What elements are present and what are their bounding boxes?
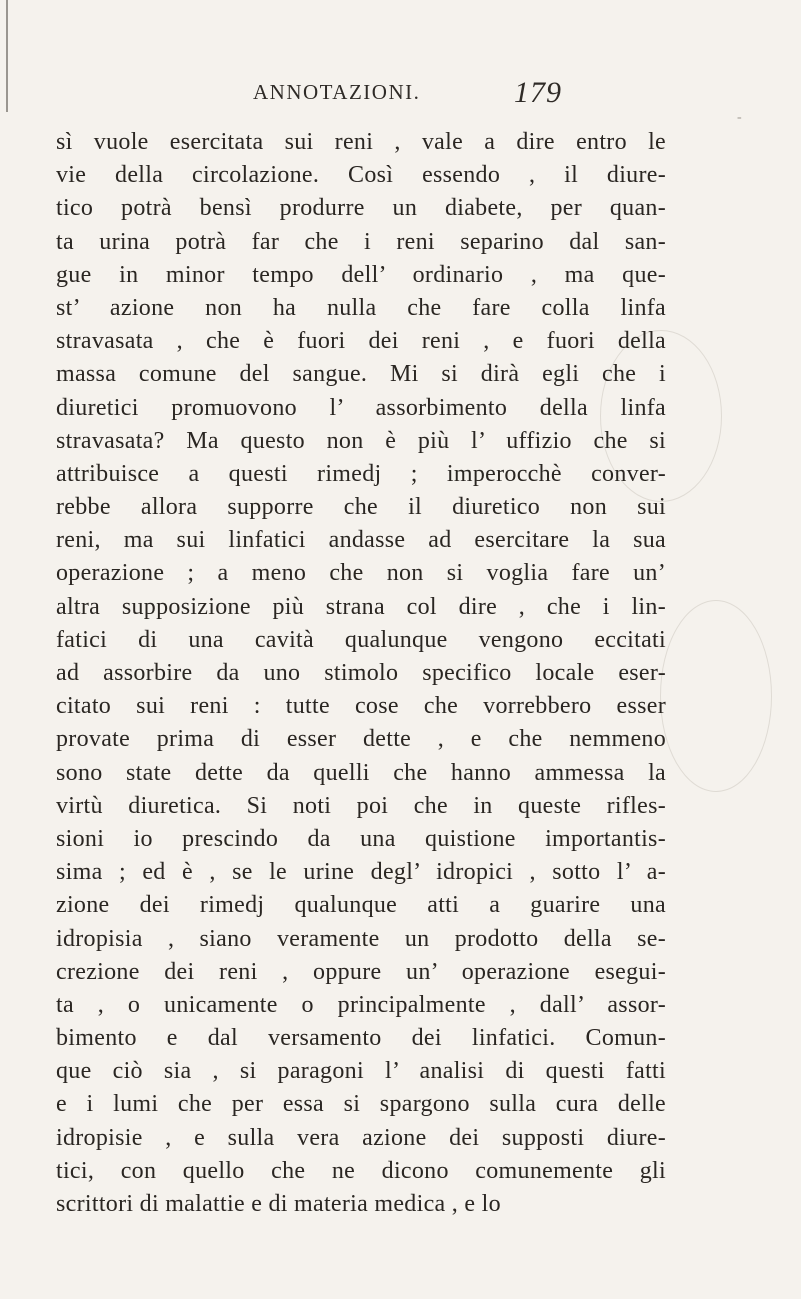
text-line: fatici di una cavità qualunque vengono eccitati (56, 626, 666, 653)
text-line: massa comune del sangue. Mi si dirà egli che i (56, 361, 666, 388)
text-line: que ciò sia , si paragoni l’ analisi di questi fatti (56, 1058, 666, 1085)
text-line: reni, ma sui linfatici andasse ad esercitare la sua (56, 527, 666, 554)
margin-mark: - (737, 110, 742, 125)
text-line: scrittori di malattie e di materia medica , e lo (56, 1191, 501, 1217)
text-line: sioni io prescindo da una quistione importantis- (56, 825, 666, 852)
page-number: 179 (514, 76, 562, 109)
text-line: bimento e dal versamento dei linfatici. Comun- (56, 1025, 666, 1052)
page-header (0, 76, 801, 120)
text-line: crezione dei reni , oppure un’ operazione esegui- (56, 958, 666, 985)
text-line: st’ azione non ha nulla che fare colla linfa (56, 294, 666, 321)
text-line: sima ; ed è , se le urine degl’ idropici , sotto l’ a- (56, 859, 666, 886)
body-text (56, 126, 666, 1221)
running-title: ANNOTAZIONI. (253, 80, 421, 104)
text-line: virtù diuretica. Si noti poi che in queste rifles- (56, 792, 666, 819)
text-line: vie della circolazione. Così essendo , il diure- (56, 162, 666, 189)
text-line: diuretici promuovono l’ assorbimento della linfa (56, 394, 666, 421)
text-line: ta urina potrà far che i reni separino dal san- (56, 228, 666, 255)
text-line: stravasata? Ma questo non è più l’ uffizio che si (56, 427, 666, 454)
text-line: gue in minor tempo dell’ ordinario , ma que- (56, 261, 666, 288)
text-line: idropisia , siano veramente un prodotto della se- (56, 925, 666, 952)
text-line: tico potrà bensì produrre un diabete, per quan- (56, 195, 666, 222)
text-line: rebbe allora supporre che il diuretico non sui (56, 494, 666, 521)
text-line: provate prima di esser dette , e che nemmeno (56, 726, 666, 753)
text-line: zione dei rimedj qualunque atti a guarire una (56, 892, 666, 919)
paper-stain (660, 600, 772, 792)
text-line: attribuisce a questi rimedj ; imperocchè conver- (56, 460, 666, 487)
text-line: altra supposizione più strana col dire , che i lin- (56, 593, 666, 620)
text-line: citato sui reni : tutte cose che vorrebbero esser (56, 693, 666, 720)
text-line: tici, con quello che ne dicono comunemente gli (56, 1157, 666, 1184)
text-line: ta , o unicamente o principalmente , dall’ assor- (56, 991, 666, 1018)
text-line: ad assorbire da uno stimolo specifico locale eser- (56, 660, 666, 686)
text-line: stravasata , che è fuori dei reni , e fuori della (56, 328, 666, 355)
text-line: sì vuole esercitata sui reni , vale a dire entro le (56, 129, 666, 155)
text-line: idropisie , e sulla vera azione dei supposti diure- (56, 1124, 666, 1151)
text-line: sono state dette da quelli che hanno ammessa la (56, 759, 666, 786)
text-line: operazione ; a meno che non si voglia fare un’ (56, 560, 666, 587)
text-line: e i lumi che per essa si spargono sulla cura delle (56, 1091, 666, 1118)
